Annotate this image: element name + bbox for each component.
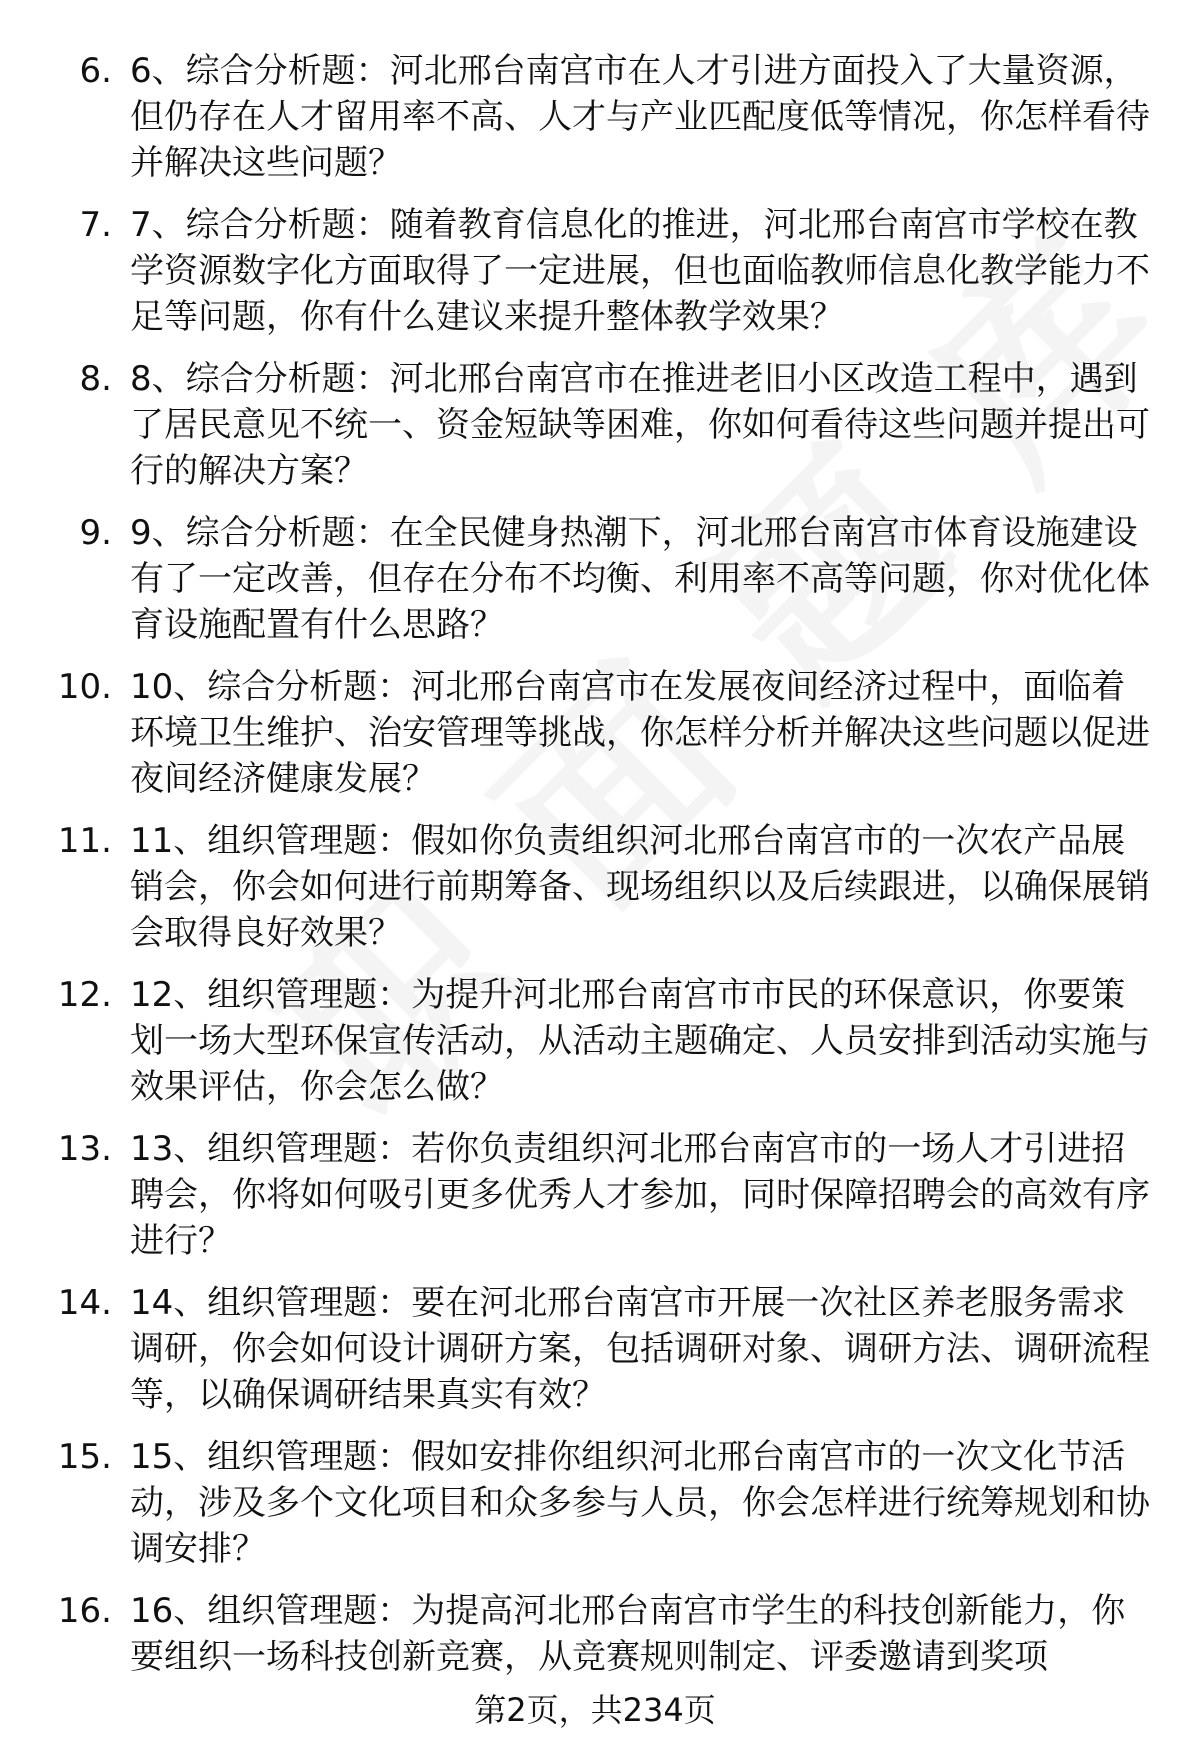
- list-item: [0, 48, 1190, 186]
- question-number: 10.: [57, 667, 112, 707]
- question-number: 8.: [79, 359, 112, 399]
- question-text: 8、综合分析题：河北邢台南宫市在推进老旧小区改造工程中，遇到了居民意见不统一、资金短缺等困难，你如何看待这些问题并提出可行的解决方案？: [130, 359, 1150, 491]
- question-number: 16.: [57, 1591, 112, 1631]
- question-number: 15.: [57, 1437, 112, 1477]
- list-item: [0, 1588, 1190, 1680]
- list-item: [0, 202, 1190, 340]
- question-number: 14.: [57, 1283, 112, 1323]
- list-item: [0, 818, 1190, 956]
- question-number: 6.: [79, 51, 112, 91]
- question-list: [0, 48, 1190, 1696]
- list-item: [0, 664, 1190, 802]
- question-text: 16、组织管理题：为提高河北邢台南宫市学生的科技创新能力，你要组织一场科技创新竞赛，从竞赛规则制定、评委邀请到奖项: [130, 1591, 1126, 1677]
- list-item: [0, 356, 1190, 494]
- page-number-footer: 第2页，共234页: [474, 1691, 716, 1729]
- question-text: 7、综合分析题：随着教育信息化的推进，河北邢台南宫市学校在教学资源数字化方面取得了一定进展，但也面临教师信息化教学能力不足等问题，你有什么建议来提升整体教学效果？: [130, 205, 1150, 337]
- question-number: 11.: [57, 821, 112, 861]
- question-number: 12.: [57, 975, 112, 1015]
- list-item: [0, 510, 1190, 648]
- question-number: 9.: [79, 513, 112, 553]
- question-number: 7.: [79, 205, 112, 245]
- list-item: [0, 972, 1190, 1110]
- question-text: 11、组织管理题：假如你负责组织河北邢台南宫市的一次农产品展销会，你会如何进行前期筹备、现场组织以及后续跟进，以确保展销会取得良好效果？: [130, 821, 1150, 953]
- list-item: [0, 1434, 1190, 1572]
- question-number: 13.: [57, 1129, 112, 1169]
- question-text: 12、组织管理题：为提升河北邢台南宫市市民的环保意识，你要策划一场大型环保宣传活动，从活动主题确定、人员安排到活动实施与效果评估，你会怎么做？: [130, 975, 1150, 1107]
- question-text: 13、组织管理题：若你负责组织河北邢台南宫市的一场人才引进招聘会，你将如何吸引更多优秀人才参加，同时保障招聘会的高效有序进行？: [130, 1129, 1150, 1261]
- question-text: 9、综合分析题：在全民健身热潮下，河北邢台南宫市体育设施建设有了一定改善，但存在分布不均衡、利用率不高等问题，你对优化体育设施配置有什么思路？: [130, 513, 1150, 645]
- question-text: 14、组织管理题：要在河北邢台南宫市开展一次社区养老服务需求调研，你会如何设计调研方案，包括调研对象、调研方法、调研流程等，以确保调研结果真实有效？: [130, 1283, 1150, 1415]
- question-text: 10、综合分析题：河北邢台南宫市在发展夜间经济过程中，面临着环境卫生维护、治安管理等挑战，你怎样分析并解决这些问题以促进夜间经济健康发展？: [130, 667, 1150, 799]
- list-item: [0, 1126, 1190, 1264]
- question-text: 15、组织管理题：假如安排你组织河北邢台南宫市的一次文化节活动，涉及多个文化项目和众多参与人员，你会怎样进行统筹规划和协调安排？: [130, 1437, 1150, 1569]
- question-text: 6、综合分析题：河北邢台南宫市在人才引进方面投入了大量资源，但仍存在人才留用率不高、人才与产业匹配度低等情况，你怎样看待并解决这些问题？: [130, 51, 1150, 183]
- list-item: [0, 1280, 1190, 1418]
